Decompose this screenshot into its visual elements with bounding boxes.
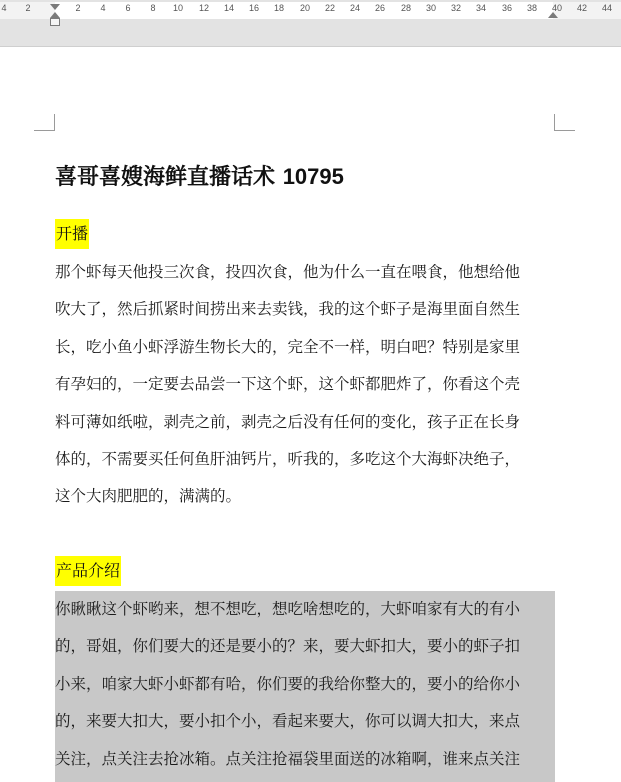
section-body-product-intro[interactable] [55, 591, 555, 782]
crop-mark-top-right [554, 114, 575, 131]
ruler-tick-label: 20 [299, 3, 311, 13]
ruler-tick-label: 4 [1, 3, 7, 13]
text-line: 料可薄如纸啦，剥壳之前，剥壳之后没有任何的变化，孩子正在长身 [55, 412, 521, 431]
ruler-tick-label: 36 [501, 3, 513, 13]
ruler-tick-label: 42 [576, 3, 588, 13]
text-line: 你瞅瞅这个虾哟来，想不想吃，想吃啥想吃的，大虾咱家有大的有小 [55, 600, 521, 618]
ruler-tick-label: 32 [450, 3, 462, 13]
document-title[interactable] [55, 160, 344, 191]
right-indent-marker[interactable] [548, 12, 558, 18]
ruler-tick-label: 12 [198, 3, 210, 13]
ruler-tick-label: 24 [349, 3, 361, 13]
left-indent-marker[interactable] [50, 18, 60, 26]
crop-mark-top-left [34, 114, 55, 131]
first-line-indent-marker[interactable] [50, 4, 60, 10]
section-heading-opening[interactable]: 开播 [55, 219, 89, 249]
text-line: 吹大了，然后抓紧时间捞出来去卖钱，我的这个虾子是海里面自然生 [55, 300, 521, 319]
ruler-tick-label: 2 [25, 3, 31, 13]
text-line: 长，吃小鱼小虾浮游生物长大的，完全不一样，明白吧？特别是家里 [55, 337, 521, 356]
ruler-tick-label: 14 [223, 3, 235, 13]
text-line: 的，来要大扣大，要小扣个小，看起来要大，你可以调大扣大，来点 [55, 712, 521, 731]
text-line: 的，哥姐，你们要大的还是要小的？来，要大虾扣大，要小的虾子扣 [55, 637, 521, 656]
ruler-tick-label: 6 [125, 3, 131, 13]
ruler-tick-label: 8 [150, 3, 156, 13]
ruler-tick-label: 28 [400, 3, 412, 13]
ruler-tick-label: 16 [248, 3, 260, 13]
section-body-opening[interactable] [55, 254, 555, 516]
ruler-tick-label: 10 [172, 3, 184, 13]
text-line: 那个虾每天他投三次食，投四次食，他为什么一直在喂食，他想给他 [55, 263, 521, 281]
title-text: 喜哥喜嫂海鲜直播话术 [55, 164, 276, 190]
text-line: 小来，咱家大虾小虾都有哈，你们要的我给你整大的，要小的给你小 [55, 674, 521, 693]
text-line: 有孕妇的，一定要去品尝一下这个虾，这个虾都肥炸了，你看这个壳 [55, 375, 521, 394]
text-line: 这个大肉肥肥的，满满的。 [55, 487, 242, 506]
section-heading-product-intro[interactable]: 产品介绍 [55, 556, 121, 586]
text-line: 体的，不需要买任何鱼肝油钙片，听我的，多吃这个大海虾决绝子， [55, 450, 521, 469]
ruler-tick-label: 30 [425, 3, 437, 13]
ruler-tick-label: 22 [324, 3, 336, 13]
ruler-tick-label: 38 [526, 3, 538, 13]
ruler-tick-label: 4 [100, 3, 106, 13]
ruler-tick-label: 26 [374, 3, 386, 13]
ruler-tick-label: 40 [551, 3, 563, 13]
ruler-tick-label: 18 [273, 3, 285, 13]
text-line: 关注，点关注去抢冰箱。点关注抢福袋里面送的冰箱啊，谁来点关注 [55, 749, 521, 768]
ruler-tick-label: 44 [601, 3, 613, 13]
ruler-tick-label: 34 [475, 3, 487, 13]
ruler-tick-label: 2 [75, 3, 81, 13]
horizontal-ruler[interactable] [0, 0, 621, 47]
title-number: 10795 [282, 164, 344, 189]
